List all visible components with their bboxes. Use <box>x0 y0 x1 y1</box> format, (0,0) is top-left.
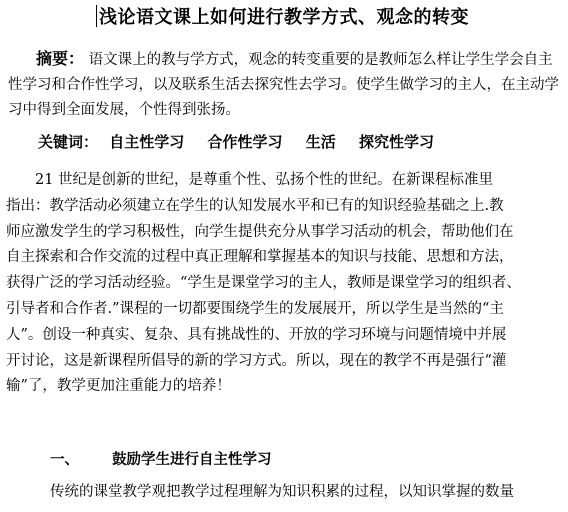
abstract-label: 摘要： <box>36 49 85 68</box>
keyword: 探究性学习 <box>359 133 435 151</box>
keywords-label: 关键词： <box>38 133 99 151</box>
section-heading <box>50 448 272 472</box>
body-line: 人”。创设一种真实、复杂、具有挑战性的、开放的学习环境与问题情境中并展 <box>6 326 507 343</box>
body-line: 21 世纪是创新的世纪，是尊重个性、弘扬个性的世纪。在新课程标准里 <box>6 172 494 188</box>
section-number: 一、 <box>50 451 79 468</box>
body-line: 自主探索和合作交流的过程中真正理解和掌握基本的知识与技能、思想和方法， <box>6 249 514 266</box>
body-line: 开讨论，这是新课程所倡导的新的学习方式。所以，现在的教学不再是强行“灌 <box>6 352 507 369</box>
section-title: 鼓励学生进行自主性学习 <box>112 451 272 468</box>
keyword: 自主性学习 <box>109 133 185 151</box>
body-line: 输”了，教学更加注重能力的培养！ <box>6 378 231 395</box>
body-paragraph <box>6 168 564 400</box>
abstract-paragraph <box>8 46 560 123</box>
body-line: 引导者和合作者.”课程的一切都要围绕学生的发展展开，所以学生是当然的“主 <box>6 300 504 317</box>
body-line: 师应激发学生的学习积极性，向学生提供充分从事学习活动的机会，帮助他们在 <box>6 223 514 240</box>
keyword: 生活 <box>305 133 336 151</box>
abstract-text: 语文课上的教与学方式，观念的转变重要的是教师怎么样让学生学会自主性学习和合作性学习，以及联系生活去探究性去学习。使学生做学习的主人，在主动学习中得到全面发展，个性得到张扬。 <box>8 52 559 118</box>
body-line-partial: 传统的课堂教学观把教学过程理解为知识积累的过程，以知识掌握的数量 <box>50 484 514 500</box>
body-line: 获得广泛的学习活动经验。“学生是课堂学习的主人，教师是课堂学习的组织者、 <box>6 275 521 292</box>
keywords-line <box>38 130 452 154</box>
body-line: 指出：教学活动必须建立在学生的认知发展水平和已有的知识经验基础之上.教 <box>6 197 504 214</box>
document-title: 浅论语文课上如何进行教学方式、观念的转变 <box>99 7 469 28</box>
keyword: 合作性学习 <box>207 133 283 151</box>
